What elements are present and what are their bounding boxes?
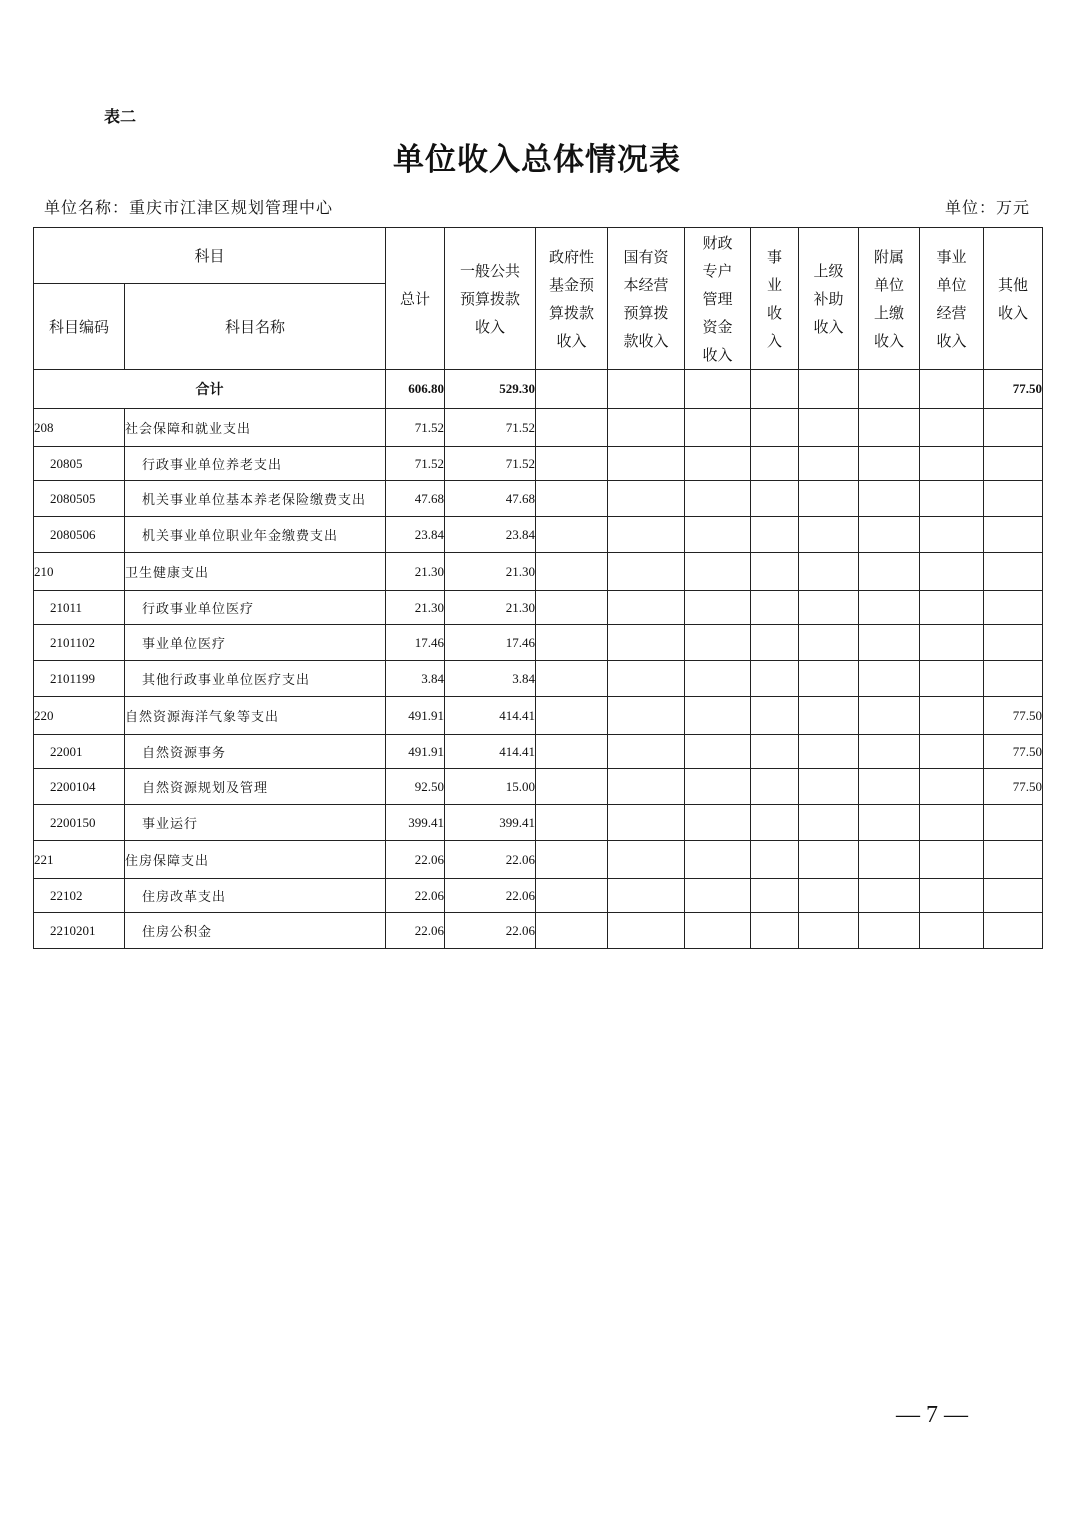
row-empty-cell [859, 805, 920, 841]
row-general: 15.00 [445, 769, 536, 805]
row-empty-cell [920, 481, 984, 517]
header-special-account [685, 228, 751, 370]
row-name: 自然资源海洋气象等支出 [125, 697, 386, 735]
row-empty-cell [920, 409, 984, 447]
row-empty-cell [751, 625, 799, 661]
header-other [984, 228, 1043, 370]
row-empty-cell [685, 879, 751, 913]
row-empty-cell [536, 517, 608, 553]
row-code: 2101102 [34, 625, 125, 661]
row-code: 2101199 [34, 661, 125, 697]
table-row [34, 805, 1043, 841]
row-empty-cell [608, 735, 685, 769]
header-subject: 科目 [34, 228, 386, 284]
header-special-account-text: 财政专户管理资金收入 [702, 233, 733, 364]
page-number: — 7 — [896, 1402, 968, 1428]
total-general: 529.30 [445, 370, 536, 409]
row-empty-cell [799, 625, 859, 661]
row-code: 210 [34, 553, 125, 591]
header-affiliated-text: 附属单位上缴收入 [874, 247, 905, 350]
table-row [34, 447, 1043, 481]
row-name: 机关事业单位职业年金缴费支出 [125, 517, 386, 553]
row-total: 21.30 [386, 553, 445, 591]
row-empty-cell [859, 447, 920, 481]
row-general: 17.46 [445, 625, 536, 661]
row-empty-cell [536, 625, 608, 661]
row-empty-cell [536, 805, 608, 841]
row-empty-cell [859, 913, 920, 949]
row-empty-cell [751, 661, 799, 697]
row-other [984, 625, 1043, 661]
row-empty-cell [799, 447, 859, 481]
row-other [984, 841, 1043, 879]
row-empty-cell [536, 553, 608, 591]
row-empty-cell [608, 769, 685, 805]
currency-unit: 单位：万元 [944, 198, 1030, 217]
table-label: 表二 [104, 107, 137, 126]
row-empty-cell [859, 517, 920, 553]
row-empty-cell [685, 553, 751, 591]
header-business [751, 228, 799, 370]
row-empty-cell [920, 735, 984, 769]
table-row [34, 553, 1043, 591]
row-empty-cell [751, 553, 799, 591]
row-empty-cell [920, 661, 984, 697]
row-empty-cell [608, 841, 685, 879]
table-row [34, 913, 1043, 949]
row-empty-cell [859, 841, 920, 879]
row-empty-cell [799, 769, 859, 805]
row-name: 住房保障支出 [125, 841, 386, 879]
row-name: 社会保障和就业支出 [125, 409, 386, 447]
row-empty-cell [751, 697, 799, 735]
row-empty-cell [920, 517, 984, 553]
row-general: 71.52 [445, 447, 536, 481]
header-operations [920, 228, 984, 370]
row-name: 事业单位医疗 [125, 625, 386, 661]
row-code: 2200150 [34, 805, 125, 841]
table-row [34, 697, 1043, 735]
header-general [445, 228, 536, 370]
table-row [34, 481, 1043, 517]
row-empty-cell [859, 769, 920, 805]
row-total: 399.41 [386, 805, 445, 841]
row-empty-cell [536, 481, 608, 517]
table-header [34, 228, 1043, 370]
row-empty-cell [608, 625, 685, 661]
table-row [34, 409, 1043, 447]
row-other: 77.50 [984, 697, 1043, 735]
header-state-capital-text: 国有资本经营预算拨款收入 [623, 247, 669, 350]
row-other [984, 447, 1043, 481]
row-empty-cell [608, 481, 685, 517]
row-empty-cell [608, 447, 685, 481]
header-other-text: 其他收入 [998, 275, 1029, 322]
table-row [34, 769, 1043, 805]
row-general: 22.06 [445, 913, 536, 949]
row-empty-cell [751, 769, 799, 805]
row-empty-cell [920, 841, 984, 879]
row-empty-cell [859, 661, 920, 697]
row-name: 住房公积金 [125, 913, 386, 949]
row-empty-cell [751, 447, 799, 481]
header-name: 科目名称 [125, 284, 386, 370]
row-empty-cell [608, 409, 685, 447]
row-empty-cell [751, 841, 799, 879]
row-empty-cell [608, 517, 685, 553]
row-empty-cell [751, 409, 799, 447]
row-empty-cell [751, 735, 799, 769]
row-name: 行政事业单位医疗 [125, 591, 386, 625]
row-empty-cell [799, 879, 859, 913]
table-row [34, 591, 1043, 625]
row-empty-cell [799, 841, 859, 879]
page-title: 单位收入总体情况表 [393, 142, 681, 178]
row-name: 其他行政事业单位医疗支出 [125, 661, 386, 697]
row-general: 21.30 [445, 591, 536, 625]
row-empty-cell [608, 805, 685, 841]
row-empty-cell [608, 913, 685, 949]
row-empty-cell [799, 553, 859, 591]
row-empty-cell [751, 517, 799, 553]
row-empty-cell [608, 879, 685, 913]
header-code: 科目编码 [34, 284, 125, 370]
row-code: 2200104 [34, 769, 125, 805]
row-empty-cell [859, 735, 920, 769]
row-name: 事业运行 [125, 805, 386, 841]
row-name: 卫生健康支出 [125, 553, 386, 591]
row-code: 220 [34, 697, 125, 735]
row-empty-cell [859, 697, 920, 735]
row-name: 行政事业单位养老支出 [125, 447, 386, 481]
row-total: 92.50 [386, 769, 445, 805]
total-row [34, 370, 1043, 409]
row-general: 21.30 [445, 553, 536, 591]
row-other: 77.50 [984, 769, 1043, 805]
row-general: 23.84 [445, 517, 536, 553]
row-empty-cell [859, 481, 920, 517]
row-empty-cell [536, 735, 608, 769]
row-total: 491.91 [386, 735, 445, 769]
row-empty-cell [685, 625, 751, 661]
row-empty-cell [608, 591, 685, 625]
row-empty-cell [799, 591, 859, 625]
row-empty-cell [859, 409, 920, 447]
table-row [34, 517, 1043, 553]
row-total: 17.46 [386, 625, 445, 661]
unit-name: 单位名称：重庆市江津区规划管理中心 [44, 198, 334, 217]
row-empty-cell [751, 591, 799, 625]
row-name: 机关事业单位基本养老保险缴费支出 [125, 481, 386, 517]
row-empty-cell [859, 553, 920, 591]
row-empty-cell [685, 697, 751, 735]
row-empty-cell [920, 697, 984, 735]
row-total: 71.52 [386, 409, 445, 447]
row-empty-cell [920, 625, 984, 661]
row-total: 22.06 [386, 879, 445, 913]
header-fund [536, 228, 608, 370]
row-empty-cell [920, 769, 984, 805]
row-general: 399.41 [445, 805, 536, 841]
row-empty-cell [685, 447, 751, 481]
row-other [984, 409, 1043, 447]
total-other: 77.50 [984, 370, 1043, 409]
row-empty-cell [685, 409, 751, 447]
row-empty-cell [751, 879, 799, 913]
row-code: 221 [34, 841, 125, 879]
row-code: 2210201 [34, 913, 125, 949]
row-general: 47.68 [445, 481, 536, 517]
row-empty-cell [799, 517, 859, 553]
row-other [984, 553, 1043, 591]
row-empty-cell [920, 447, 984, 481]
row-empty-cell [685, 481, 751, 517]
row-empty-cell [685, 805, 751, 841]
row-general: 414.41 [445, 697, 536, 735]
row-empty-cell [920, 913, 984, 949]
row-total: 3.84 [386, 661, 445, 697]
row-code: 20805 [34, 447, 125, 481]
row-empty-cell [685, 591, 751, 625]
row-empty-cell [536, 913, 608, 949]
total-label: 合计 [34, 370, 386, 409]
row-empty-cell [536, 591, 608, 625]
table-body [34, 409, 1043, 949]
row-total: 47.68 [386, 481, 445, 517]
row-total: 21.30 [386, 591, 445, 625]
row-empty-cell [920, 591, 984, 625]
row-empty-cell [799, 409, 859, 447]
row-empty-cell [920, 879, 984, 913]
row-name: 自然资源事务 [125, 735, 386, 769]
row-empty-cell [608, 661, 685, 697]
row-other [984, 879, 1043, 913]
row-name: 住房改革支出 [125, 879, 386, 913]
header-total: 总计 [386, 228, 445, 370]
row-empty-cell [859, 879, 920, 913]
header-operations-text: 事业单位经营收入 [936, 247, 967, 350]
row-total: 22.06 [386, 841, 445, 879]
table-row [34, 625, 1043, 661]
header-business-text: 事业收入 [767, 247, 783, 350]
row-empty-cell [536, 409, 608, 447]
row-empty-cell [608, 553, 685, 591]
header-superior-text: 上级补助收入 [813, 261, 844, 336]
row-empty-cell [859, 625, 920, 661]
table-row [34, 661, 1043, 697]
header-general-text: 一般公共预算拨款收入 [460, 261, 521, 336]
row-general: 22.06 [445, 879, 536, 913]
row-empty-cell [920, 805, 984, 841]
row-code: 22102 [34, 879, 125, 913]
row-empty-cell [685, 735, 751, 769]
row-empty-cell [799, 481, 859, 517]
row-code: 2080505 [34, 481, 125, 517]
row-empty-cell [536, 841, 608, 879]
row-empty-cell [536, 697, 608, 735]
header-affiliated [859, 228, 920, 370]
row-empty-cell [751, 805, 799, 841]
row-empty-cell [536, 447, 608, 481]
row-code: 22001 [34, 735, 125, 769]
row-other [984, 661, 1043, 697]
row-name: 自然资源规划及管理 [125, 769, 386, 805]
row-total: 71.52 [386, 447, 445, 481]
income-table [33, 227, 1043, 949]
table-row [34, 735, 1043, 769]
row-empty-cell [751, 481, 799, 517]
row-empty-cell [608, 697, 685, 735]
row-code: 2080506 [34, 517, 125, 553]
row-empty-cell [859, 591, 920, 625]
row-empty-cell [685, 913, 751, 949]
row-empty-cell [685, 517, 751, 553]
row-other [984, 517, 1043, 553]
row-empty-cell [685, 769, 751, 805]
row-general: 414.41 [445, 735, 536, 769]
row-total: 22.06 [386, 913, 445, 949]
row-empty-cell [799, 697, 859, 735]
row-empty-cell [799, 735, 859, 769]
row-empty-cell [536, 769, 608, 805]
header-superior [799, 228, 859, 370]
row-other: 77.50 [984, 735, 1043, 769]
row-empty-cell [536, 879, 608, 913]
row-empty-cell [685, 841, 751, 879]
row-empty-cell [751, 913, 799, 949]
table-row [34, 841, 1043, 879]
row-other [984, 913, 1043, 949]
row-other [984, 591, 1043, 625]
row-general: 22.06 [445, 841, 536, 879]
row-empty-cell [799, 805, 859, 841]
row-code: 208 [34, 409, 125, 447]
row-code: 21011 [34, 591, 125, 625]
row-empty-cell [536, 661, 608, 697]
row-general: 71.52 [445, 409, 536, 447]
header-state-capital [608, 228, 685, 370]
row-empty-cell [685, 661, 751, 697]
row-empty-cell [920, 553, 984, 591]
row-empty-cell [799, 913, 859, 949]
row-other [984, 805, 1043, 841]
row-total: 23.84 [386, 517, 445, 553]
row-total: 491.91 [386, 697, 445, 735]
row-other [984, 481, 1043, 517]
row-general: 3.84 [445, 661, 536, 697]
total-total: 606.80 [386, 370, 445, 409]
header-fund-text: 政府性基金预算拨款收入 [549, 247, 595, 350]
table-row [34, 879, 1043, 913]
row-empty-cell [799, 661, 859, 697]
